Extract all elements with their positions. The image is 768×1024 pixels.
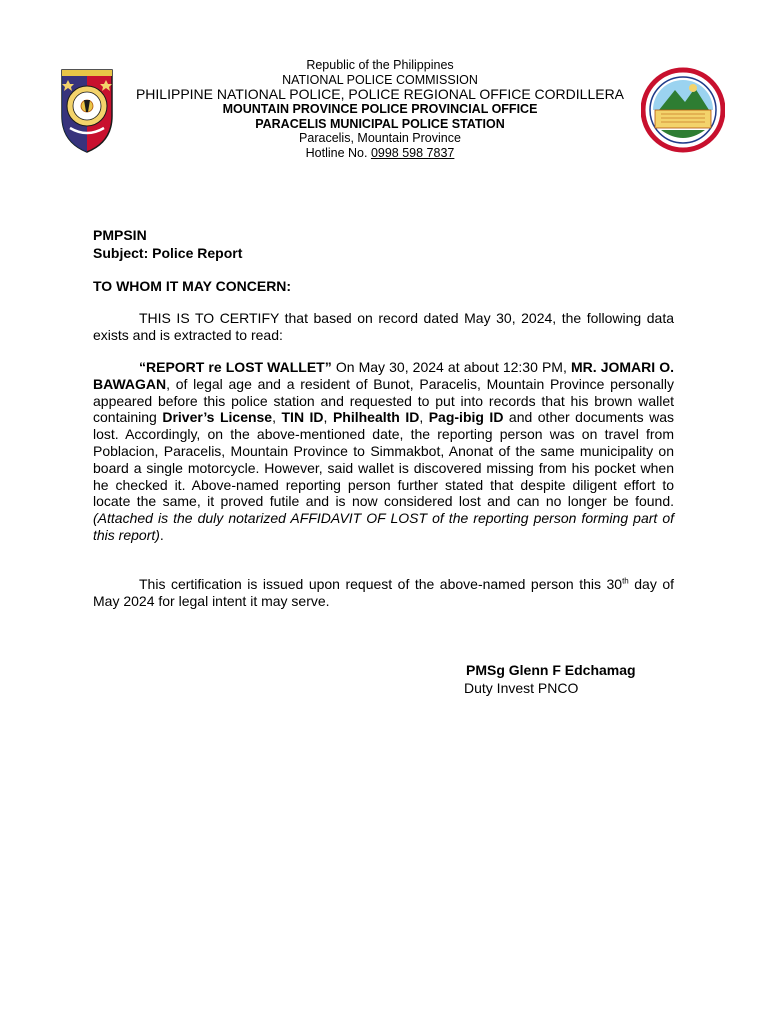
letterhead — [120, 58, 640, 160]
header-station: PARACELIS MUNICIPAL POLICE STATION — [255, 116, 505, 131]
header-provincial-office: MOUNTAIN PROVINCE POLICE PROVINCIAL OFFICE — [222, 102, 538, 116]
issuance-paragraph: This certification is issued upon request of the above-named person this 30th day of May 2024 for legal intent it may serve. — [93, 576, 674, 609]
lost-item-drivers-license: Driver’s License — [162, 409, 273, 426]
lost-item-tin-id: TIN ID — [281, 409, 324, 426]
hotline-number: 0998 598 7837 — [370, 145, 455, 160]
pnp-seal-icon — [58, 66, 116, 154]
reporting-person-name: MR. JOMARI O. BAWAGAN — [93, 359, 675, 392]
attachment-note: (Attached is the duly notarized AFFIDAVIT OF LOST of the reporting person forming part of this report) — [93, 510, 674, 543]
header-pnp: PHILIPPINE NATIONAL POLICE, POLICE REGIONAL OFFICE CORDILLERA — [135, 86, 625, 102]
header-hotline — [120, 146, 640, 161]
reference-code: PMPSIN — [93, 227, 147, 243]
report-paragraph: “REPORT re LOST WALLET” On May 30, 2024 at about 12:30 PM, MR. JOMARI O. BAWAGAN, of legal age and a resident of Bunot, Paracelis, Mountain Province personally appeared before this police station and requested to put into records that his brown wallet containing Driver’s License, TIN ID, Philhealth ID, Pag-ibig ID and other documents was lost. Accordingly, on the above-mentioned date, the reporting person was on travel from Poblacion, Paracelis, Mountain Province to Simmakbot, Anonat of the same municipality on board a single motorcycle. However, said wallet is discovered missing from his pocket when he checked it. Above-named reporting person further stated that despite diligent effort to locate the same, it proved futile and is now considered lost and can no longer be found. (Attached is the duly notarized AFFIDAVIT OF LOST of the reporting person forming part of this report). — [93, 359, 675, 543]
certify-paragraph: THIS IS TO CERTIFY that based on record dated May 30, 2024, the following data exists and is extracted to read: — [93, 310, 674, 343]
signatory-title: Duty Invest PNCO — [464, 680, 579, 696]
ordinal-suffix: th — [622, 576, 629, 586]
header-republic: Republic of the Philippines — [306, 58, 454, 72]
header-address: Paracelis, Mountain Province — [299, 131, 461, 145]
hotline-label: Hotline No. — [305, 145, 368, 160]
salutation: TO WHOM IT MAY CONCERN: — [93, 278, 292, 294]
reference-block — [93, 226, 674, 262]
report-title: “REPORT re LOST WALLET” — [139, 359, 332, 375]
municipal-seal-icon — [641, 66, 725, 154]
subject-line: Subject: Police Report — [93, 245, 243, 261]
lost-item-philhealth-id: Philhealth ID — [332, 409, 420, 426]
lost-item-pagibig-id: Pag-ibig ID — [428, 409, 504, 426]
signatory-name: PMSg Glenn F Edchamag — [466, 662, 636, 678]
header-napolcom: NATIONAL POLICE COMMISSION — [282, 72, 478, 87]
